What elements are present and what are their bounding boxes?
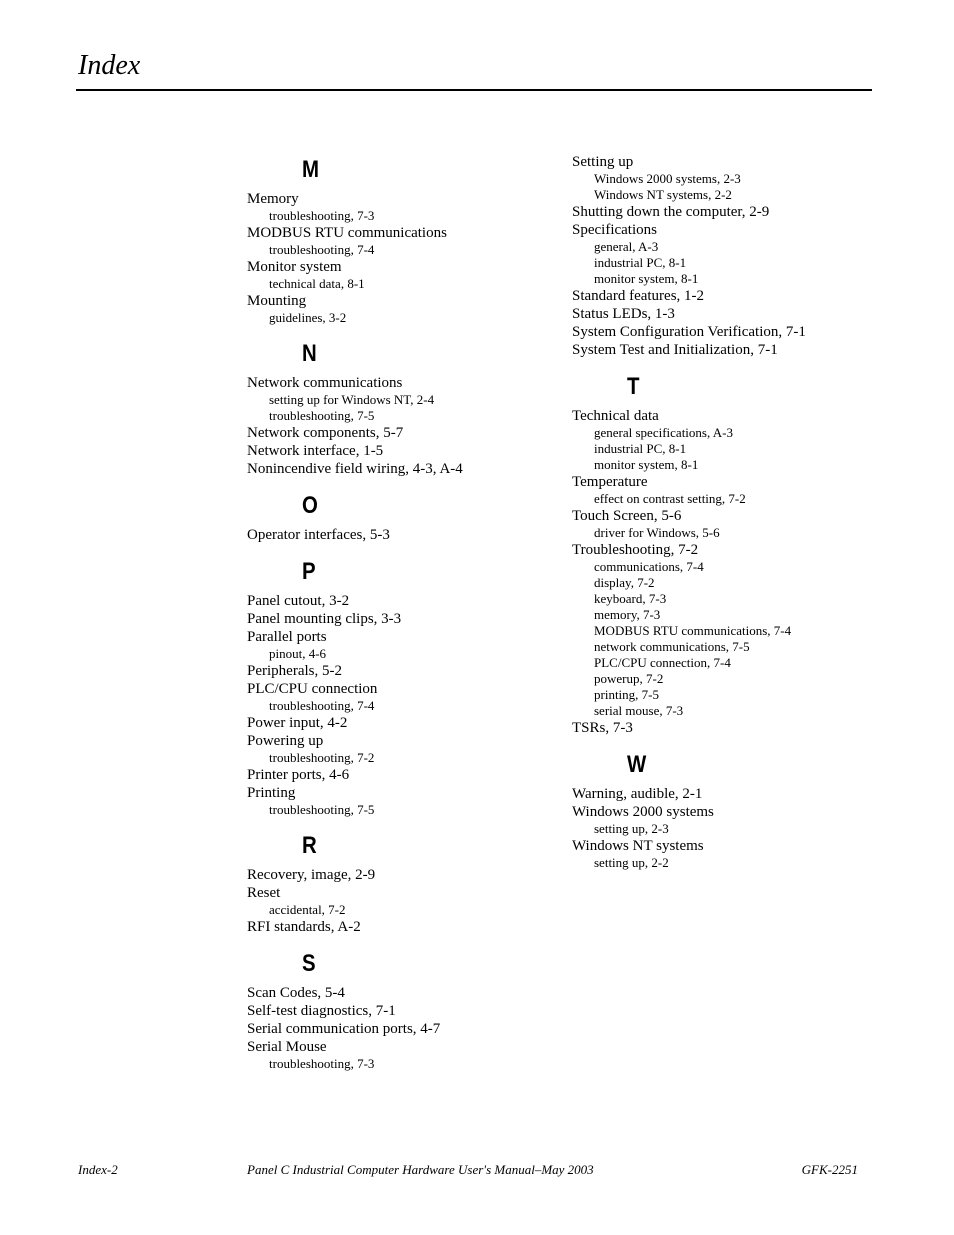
index-entry: Temperature [572, 474, 648, 490]
index-subentry: accidental, 7-2 [269, 902, 346, 917]
index-subentry: keyboard, 7-3 [594, 591, 667, 606]
index-subentry: troubleshooting, 7-4 [269, 698, 375, 713]
index-subentry: monitor system, 8-1 [594, 271, 699, 286]
index-entry: System Configuration Verification, 7-1 [572, 324, 806, 340]
index-subentry: troubleshooting, 7-5 [269, 802, 375, 817]
index-entry: Serial communication ports, 4-7 [247, 1021, 441, 1037]
index-subentry: MODBUS RTU communications, 7-4 [594, 623, 792, 638]
index-entry: Printer ports, 4-6 [247, 767, 350, 783]
index-entry: Reset [247, 885, 281, 901]
footer-doc-code: GFK-2251 [801, 1162, 858, 1177]
index-section [247, 952, 547, 1072]
index-entry: Panel cutout, 3-2 [247, 593, 350, 609]
index-subentry: monitor system, 8-1 [594, 457, 699, 472]
index-subentry: communications, 7-4 [594, 559, 704, 574]
section-letter: M [302, 156, 319, 183]
index-column-left [247, 150, 547, 1088]
index-entry: Shutting down the computer, 2-9 [572, 204, 770, 220]
index-entry: RFI standards, A-2 [247, 919, 361, 935]
section-letter: O [302, 492, 318, 519]
index-section [247, 560, 547, 818]
index-entry: Technical data [572, 408, 659, 424]
index-subentry: general specifications, A-3 [594, 425, 733, 440]
section-letter: N [302, 340, 317, 367]
index-entry: Network components, 5-7 [247, 425, 404, 441]
index-subentry: troubleshooting, 7-4 [269, 242, 375, 257]
section-letter: W [627, 751, 647, 778]
index-column-right [572, 153, 872, 887]
index-entry: Recovery, image, 2-9 [247, 867, 376, 883]
index-subentry: serial mouse, 7-3 [594, 703, 684, 718]
section-letter: S [302, 950, 316, 977]
index-section [247, 158, 547, 326]
index-entry: Scan Codes, 5-4 [247, 985, 345, 1001]
index-entry: Setting up [572, 154, 634, 170]
index-subentry: pinout, 4-6 [269, 646, 327, 661]
index-entry: PLC/CPU connection [247, 681, 378, 697]
index-subentry: setting up, 2-3 [594, 821, 669, 836]
index-section [247, 342, 547, 478]
footer-page-number: Index-2 [78, 1162, 118, 1177]
index-subentry: guidelines, 3-2 [269, 310, 347, 325]
index-entry: Monitor system [247, 259, 342, 275]
index-subentry: troubleshooting, 7-3 [269, 1056, 375, 1071]
index-entry: Status LEDs, 1-3 [572, 306, 675, 322]
index-subentry: Windows 2000 systems, 2-3 [594, 171, 741, 186]
section-letter: T [627, 373, 640, 400]
index-section [247, 494, 547, 544]
index-entry: Powering up [247, 733, 324, 749]
index-subentry: industrial PC, 8-1 [594, 255, 687, 270]
index-entry: Serial Mouse [247, 1039, 327, 1055]
index-subentry: troubleshooting, 7-2 [269, 750, 375, 765]
title-rule [76, 89, 872, 91]
index-entry: Memory [247, 191, 299, 207]
index-entry: Mounting [247, 293, 307, 309]
index-section [572, 753, 872, 871]
index-subentry: setting up, 2-2 [594, 855, 669, 870]
section-letter: R [302, 832, 317, 859]
index-entry: Operator interfaces, 5-3 [247, 527, 390, 543]
index-subentry: Windows NT systems, 2-2 [594, 187, 732, 202]
index-entry: Panel mounting clips, 3-3 [247, 611, 402, 627]
index-subentry: network communications, 7-5 [594, 639, 750, 654]
index-entry: Self-test diagnostics, 7-1 [247, 1003, 396, 1019]
index-entry: Troubleshooting, 7-2 [572, 542, 699, 558]
index-entry: Network communications [247, 375, 403, 391]
index-entry: TSRs, 7-3 [572, 720, 633, 736]
index-entry: Touch Screen, 5-6 [572, 508, 682, 524]
index-subentry: driver for Windows, 5-6 [594, 525, 720, 540]
index-entry: Power input, 4-2 [247, 715, 348, 731]
index-entry: Peripherals, 5-2 [247, 663, 342, 679]
section-letter: P [302, 558, 316, 585]
index-entry: Standard features, 1-2 [572, 288, 705, 304]
footer-manual-title: Panel C Industrial Computer Hardware User's Manual–May 2003 [247, 1162, 594, 1177]
index-section [247, 834, 547, 936]
index-subentry: memory, 7-3 [594, 607, 661, 622]
index-section [572, 153, 872, 359]
index-subentry: PLC/CPU connection, 7-4 [594, 655, 731, 670]
index-entry: Parallel ports [247, 629, 327, 645]
index-entry: Specifications [572, 222, 657, 238]
index-subentry: industrial PC, 8-1 [594, 441, 687, 456]
index-entry: MODBUS RTU communications [247, 225, 447, 241]
index-subentry: setting up for Windows NT, 2-4 [269, 392, 435, 407]
index-subentry: effect on contrast setting, 7-2 [594, 491, 746, 506]
page-title: Index [78, 50, 141, 81]
index-entry: Network interface, 1-5 [247, 443, 384, 459]
index-entry: System Test and Initialization, 7-1 [572, 342, 778, 358]
index-subentry: troubleshooting, 7-3 [269, 208, 375, 223]
index-entry: Warning, audible, 2-1 [572, 786, 703, 802]
index-entry: Windows NT systems [572, 838, 704, 854]
index-subentry: technical data, 8-1 [269, 276, 365, 291]
index-entry: Printing [247, 785, 296, 801]
index-subentry: troubleshooting, 7-5 [269, 408, 375, 423]
index-subentry: printing, 7-5 [594, 687, 659, 702]
index-subentry: powerup, 7-2 [594, 671, 664, 686]
index-subentry: display, 7-2 [594, 575, 655, 590]
index-entry: Nonincendive field wiring, 4-3, A-4 [247, 461, 463, 477]
index-entry: Windows 2000 systems [572, 804, 714, 820]
index-subentry: general, A-3 [594, 239, 659, 254]
index-section [572, 375, 872, 737]
